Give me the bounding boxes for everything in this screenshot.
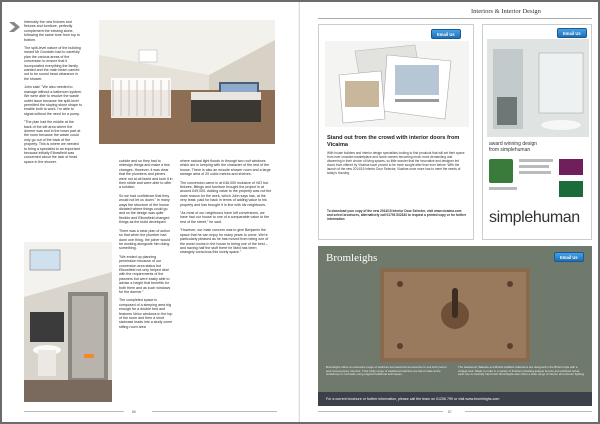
bromleighs-email-button[interactable]: Email Us <box>554 252 584 262</box>
award-line-2: from simplehuman <box>489 147 531 153</box>
article-column-1 <box>24 20 82 168</box>
bromleighs-body-right: The Hardwood, Bakelite and Bristol bellfield collections are designed in the British style with a vintage look. Made to order in a variety of finishes including antique bronze and polished nickel, each one is carefully hand built. Bromleighs also offers a wide range of interior and exterior lighting. <box>458 365 585 377</box>
bromleighs-body-left: Bromleighs offers an extensive range of switches and electrical accessories to suit both period and contemporary interiors. Their Dolly range of traditional switches are hand made at the workshops in Cornwall, using original traditional techniques. <box>326 365 447 377</box>
simplehuman-email-button[interactable]: Email Us <box>557 28 587 38</box>
simplehuman-ad <box>482 24 592 240</box>
bromleighs-ad <box>318 246 592 406</box>
award-logos-image <box>489 157 587 199</box>
paragraph: "The plan had the middle at the back of the loft area where the dormer was and in the lower part at the room because the waste could only go out of the back of the property. This is where we needed to bring a specialist to an important because initially Elbowfield was concerned about the lack of head space in the shower. <box>24 120 81 164</box>
bromleighs-footer: For a current brochure or further information, please call the team on 01206 799 or visit www.bromleighs.com <box>318 392 592 406</box>
vicaima-email-button[interactable]: Email Us <box>431 29 461 39</box>
paragraph: Internally the new fixtures and fixtures and furniture, perfectly complement the existing stone, following the same tone from top to bottom. <box>24 20 80 42</box>
vicaima-body: With house builders and interior design specialists looking to find products that will set their space from ever crowded marketplace and home owners becoming much more demanding and discerning in their choice of living spaces, so little wonder that the innovative and designer led doors from offered by Vicaima have proved to be more sought after than ever before. With the launch of the new 2014/15 Interior Door Selector, Vicaima once more has to meet the needs of today's housing. <box>327 151 465 175</box>
bromleighs-brand: Bromleighs <box>326 252 378 264</box>
footer-rule <box>465 411 592 412</box>
simplehuman-brand: simplehuman <box>489 209 580 226</box>
paragraph: There was a clear plan of action so that when the plumber had done one thing, the joiner would be working alongside him doing something. <box>119 228 170 251</box>
vicaima-cta: To download your copy of the new 2014/15 Interior Door Selector, visit www.vicaima.com and select brochures, alternatively call 01793 532333 to request a printed copy or for further information <box>327 209 467 221</box>
left-page <box>2 2 300 422</box>
article-column-2 <box>119 159 173 333</box>
header-rule <box>318 18 592 19</box>
page-number: 87 <box>448 410 452 414</box>
footer-rule <box>152 411 277 412</box>
paragraph: "We ended up planning permission because of our conversion area status but Elbowfield not only helped deal with the requirements of the planners but were easily able to advise a height that benefits for both them and as such windows for the dormer." <box>119 254 171 294</box>
bathroom-product-photo <box>487 39 589 137</box>
bronze-switch-photo <box>380 268 530 362</box>
paragraph: "As most of our neighbours have loft conversions, we have had our house to one of a comparable value to the rest of the street," he said. <box>180 211 270 224</box>
paragraph: The split-level nature of the building meant Mr Goodwin had to carefully plan the various areas of the conversion to ensure that it incorporated everything the family wanted and the main beam carried out to be sound head clearance in the shower. <box>24 46 81 81</box>
vicaima-headline: Stand out from the crowd with interior doors from Vicaima <box>327 135 460 148</box>
footer-rule <box>24 411 124 412</box>
ensuite-shower-photo <box>24 242 112 402</box>
paragraph: The completed space is composed of a sleeping area big enough for a double bed and features Velux windows in the top of the room and then a short staircase leads into a study come sitting room area <box>119 298 173 329</box>
paragraph: cubicle and so they had to redesign things and make a few changes. However, it was clear that the plumbers and joiners were not at all fazed and took it in their stride and were able to offer a solution. <box>119 159 173 190</box>
magazine-spread <box>2 2 598 422</box>
paragraph: John said: "We also needed to manage without a bathroom system. We were able to resolve the waste outlet issue because the split-level permitted the sloping stone shape to enable both to work. I'm able to signal without the need for a pump. <box>24 85 82 116</box>
award-line-1: award winning design <box>489 141 538 147</box>
loft-bedroom-photo <box>99 20 275 144</box>
chevron-right-icon <box>9 22 21 32</box>
vicaima-brochure-image <box>325 41 469 127</box>
footer-rule <box>318 411 443 412</box>
page-number: 86 <box>132 410 136 414</box>
section-header: Interiors & Interior Design <box>471 8 541 15</box>
paragraph: "However, our main concern was to give Benjamin the space that he can enjoy for many years to come. We're particularly pleased as he has moved from being one of the worst rooms in the house to being one of the best – and having half the stuff there he liked has been strangely conscious this lovely space." <box>180 228 269 255</box>
paragraph: So we had confidence that they would not let us down." In many ways the structure of the house dictated where things could go and so the design was quite flexible and Elbowfield changed things as the build developed. <box>119 193 170 225</box>
right-page <box>300 2 598 422</box>
article-column-3 <box>180 159 272 259</box>
paragraph: where natural light floods in through two roof windows which are in keeping with the character of the rest of the house. There is also an ensuite shower room and a large storage area of 20 cubic metres and shelves. <box>180 159 271 177</box>
paragraph: The conversion came in at £46,000 inclusive of VAT but fixtures, fittings and furniture brought the project in at around £49,000. Adding value to the property was not the main reason for the work, which John says has, at the very least, paid for back in terms of adding value to his property and has brought it in line with his neighbours. <box>180 180 272 207</box>
vicaima-ad <box>318 24 474 240</box>
